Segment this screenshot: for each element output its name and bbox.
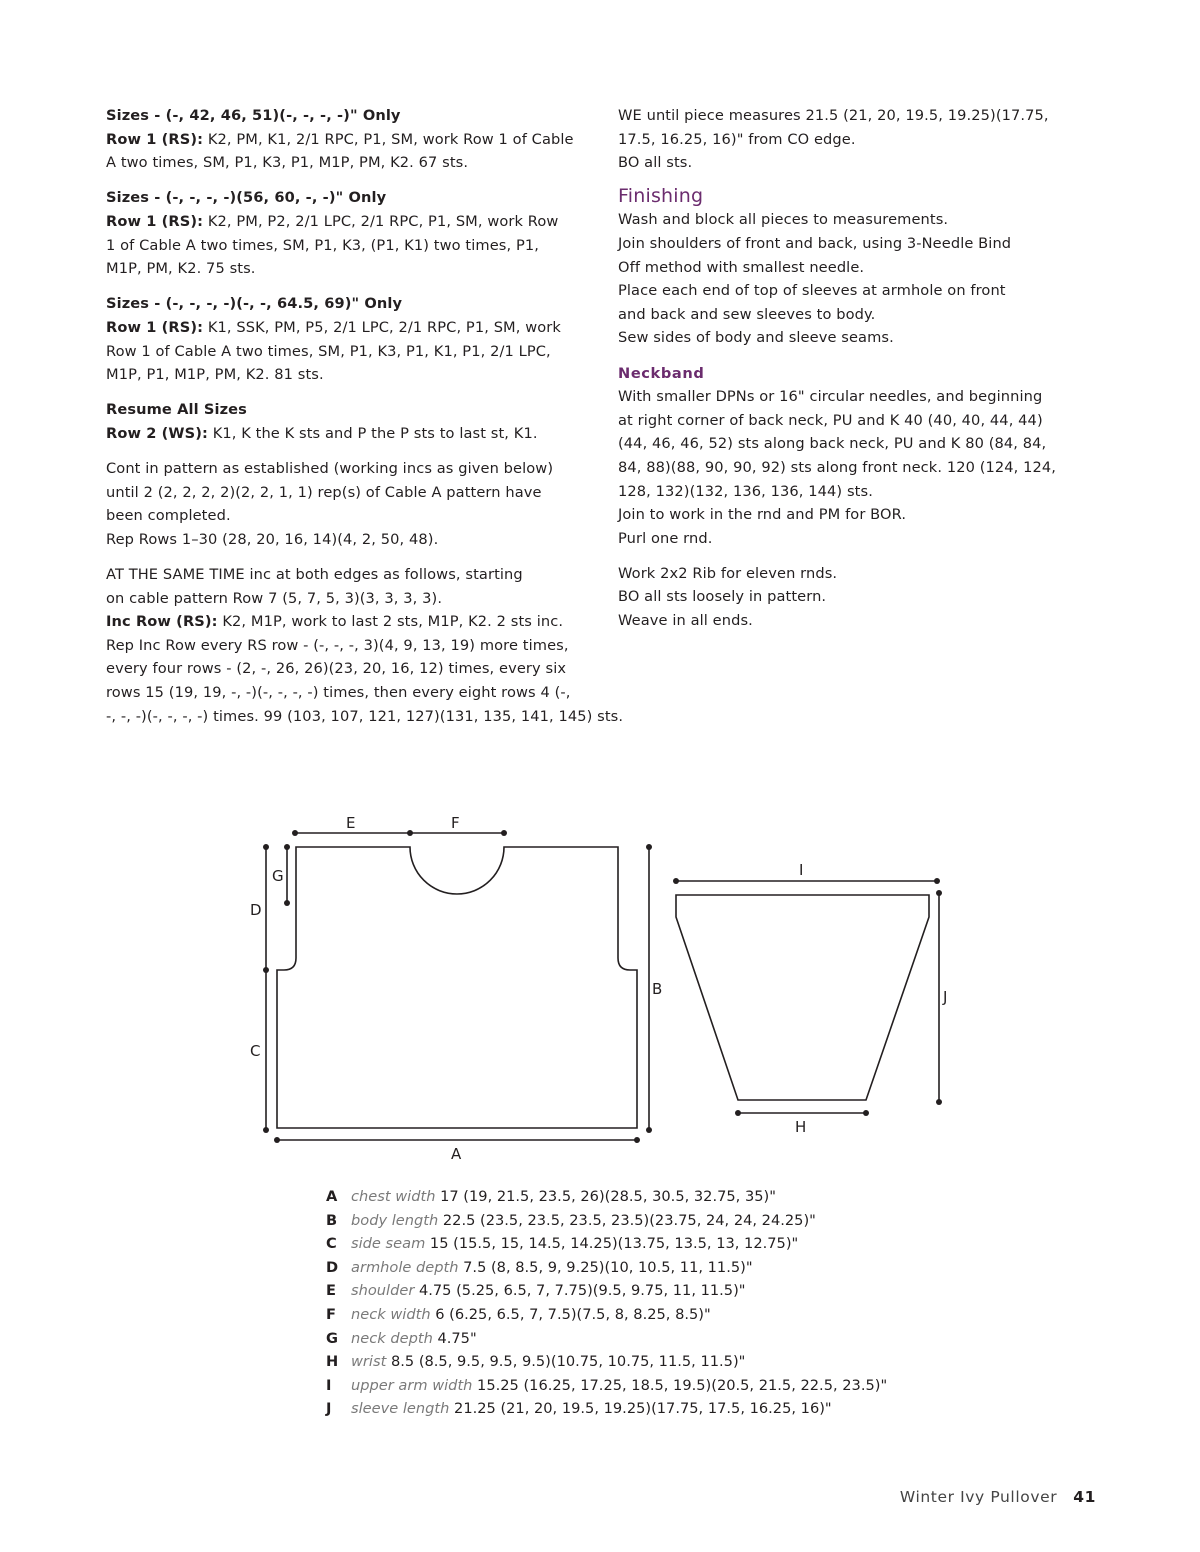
sizes-56-60-block [106, 186, 590, 280]
pattern-line: been completed. [106, 507, 231, 525]
legend-key: A [326, 1188, 338, 1205]
closing-block [618, 562, 1088, 633]
pattern-line: Sew sides of body and sleeve seams. [618, 329, 894, 347]
legend-row [326, 1303, 887, 1327]
legend-row [326, 1256, 887, 1280]
row-label: Row 1 (RS): [106, 318, 204, 336]
pattern-line: -, -, -)(-, -, -, -) times. 99 (103, 107, 121, 127)(131, 135, 141, 145) sts. [106, 707, 624, 725]
label-b: B [652, 980, 663, 998]
legend-key: C [326, 1235, 337, 1253]
pattern-line: Purl one rnd. [618, 529, 713, 547]
resume-heading: Resume All Sizes [106, 401, 247, 419]
row-label: Row 2 (WS): [106, 424, 208, 442]
pattern-line: BO all sts loosely in pattern. [618, 588, 827, 606]
legend-key: J [326, 1400, 332, 1418]
legend-key: G [326, 1329, 338, 1347]
sizes-heading: Sizes - (-, -, -, -)(-, -, 64.5, 69)" Only [106, 295, 403, 313]
legend-label: armhole depth [351, 1258, 459, 1276]
legend-label: upper arm width [351, 1376, 473, 1394]
body-outline [277, 847, 637, 1128]
pattern-line: AT THE SAME TIME inc at both edges as follows, starting [106, 566, 523, 584]
legend-key: H [326, 1353, 339, 1371]
legend-value: 4.75 (5.25, 6.5, 7, 7.75)(9.5, 9.75, 11, 11.5)" [414, 1282, 746, 1300]
pattern-line: until 2 (2, 2, 2, 2)(2, 2, 1, 1) rep(s) of Cable A pattern have [106, 483, 542, 501]
pattern-line: With smaller DPNs or 16" circular needles, and beginning [618, 388, 1043, 406]
pattern-line: WE until piece measures 21.5 (21, 20, 19.5, 19.25)(17.75, [618, 107, 1049, 124]
pattern-line: Join shoulders of front and back, using 3-Needle Bind [618, 234, 1012, 252]
sizes-42-51-block [106, 104, 590, 175]
neckband-heading: Neckband [618, 364, 705, 382]
resume-all-sizes-block [106, 398, 590, 445]
pattern-line: Weave in all ends. [618, 612, 753, 630]
legend-label: sleeve length [351, 1400, 450, 1418]
work-even-block [618, 104, 1088, 175]
pattern-line: and back and sew sleeves to body. [618, 305, 876, 323]
legend-row [326, 1397, 887, 1421]
legend-label: neck depth [351, 1329, 433, 1347]
row-label: Inc Row (RS): [106, 613, 218, 631]
measurement-legend [326, 1185, 887, 1421]
pattern-line: (44, 46, 46, 52) sts along back neck, PU and K 80 (84, 84, [618, 435, 1047, 453]
row-text: K2, M1P, work to last 2 sts, M1P, K2. 2 sts inc. [217, 613, 564, 631]
sizes-heading: Sizes - (-, -, -, -)(56, 60, -, -)" Only [106, 189, 387, 207]
right-column [618, 104, 1088, 644]
row-label: Row 1 (RS): [106, 212, 204, 230]
row-text: K2, PM, K1, 2/1 RPC, P1, SM, work Row 1 of Cable [203, 130, 574, 148]
label-c: C [250, 1042, 261, 1060]
legend-value: 17 (19, 21.5, 23.5, 26)(28.5, 30.5, 32.75, 35)" [435, 1188, 776, 1205]
legend-value: 15.25 (16.25, 17.25, 18.5, 19.5)(20.5, 21.5, 22.5, 23.5)" [472, 1376, 888, 1394]
legend-label: side seam [351, 1235, 426, 1253]
legend-value: 7.5 (8, 8.5, 9, 9.25)(10, 10.5, 11, 11.5)" [458, 1258, 753, 1276]
pattern-line: Row 1 of Cable A two times, SM, P1, K3, P1, K1, P1, 2/1 LPC, [106, 342, 551, 360]
legend-row [326, 1209, 887, 1233]
legend-label: chest width [351, 1188, 436, 1205]
label-h: H [795, 1118, 807, 1136]
sizes-heading: Sizes - (-, 42, 46, 51)(-, -, -, -)" Only [106, 107, 401, 124]
label-d: D [250, 901, 262, 919]
pattern-line: 17.5, 16.25, 16)" from CO edge. [618, 130, 856, 148]
legend-key: B [326, 1211, 338, 1229]
legend-value: 22.5 (23.5, 23.5, 23.5, 23.5)(23.75, 24, 24, 24.25)" [438, 1211, 816, 1229]
pattern-title: Winter Ivy Pullover [899, 1488, 1058, 1506]
finishing-block [618, 208, 1088, 350]
pattern-line: every four rows - (2, -, 26, 26)(23, 20, 16, 12) times, every six [106, 660, 567, 678]
legend-row [326, 1327, 887, 1351]
row-text: K1, SSK, PM, P5, 2/1 LPC, 2/1 RPC, P1, SM, work [203, 318, 561, 336]
sizes-64-69-block [106, 292, 590, 386]
legend-key: D [326, 1258, 339, 1276]
legend-label: wrist [351, 1353, 387, 1371]
legend-row [326, 1350, 887, 1374]
pattern-line: 128, 132)(132, 136, 136, 144) sts. [618, 482, 873, 500]
label-i: I [799, 861, 804, 879]
legend-value: 6 (6.25, 6.5, 7, 7.5)(7.5, 8, 8.25, 8.5)" [430, 1305, 711, 1323]
pattern-line: M1P, P1, M1P, PM, K2. 81 sts. [106, 366, 324, 384]
label-f: F [451, 814, 460, 832]
pattern-line [106, 610, 590, 634]
legend-value: 15 (15.5, 15, 14.5, 14.25)(13.75, 13.5, 13, 12.75)" [425, 1235, 799, 1253]
legend-label: neck width [351, 1305, 431, 1323]
row-text: K1, K the K sts and P the P sts to last st, K1. [207, 424, 538, 442]
legend-label: shoulder [351, 1282, 415, 1300]
pattern-line: at right corner of back neck, PU and K 40 (40, 40, 44, 44) [618, 411, 1043, 429]
pattern-line: Off method with smallest needle. [618, 258, 865, 276]
pattern-line: 1 of Cable A two times, SM, P1, K3, (P1, K1) two times, P1, [106, 236, 539, 254]
legend-row [326, 1374, 887, 1398]
pattern-line: Rep Rows 1–30 (28, 20, 16, 14)(4, 2, 50, 48). [106, 530, 439, 548]
pattern-line [106, 422, 590, 446]
legend-value: 21.25 (21, 20, 19.5, 19.25)(17.75, 17.5, 16.25, 16)" [449, 1400, 832, 1418]
pattern-line: Place each end of top of sleeves at armhole on front [618, 282, 1006, 300]
neckband-block [618, 362, 1088, 551]
legend-value: 8.5 (8.5, 9.5, 9.5, 9.5)(10.75, 10.75, 11.5, 11.5)" [386, 1353, 746, 1371]
pattern-line: Cont in pattern as established (working incs as given below) [106, 460, 554, 478]
legend-value: 4.75" [432, 1329, 477, 1347]
legend-row [326, 1185, 887, 1209]
pattern-line: BO all sts. [618, 154, 693, 172]
row-label: Row 1 (RS): [106, 130, 204, 148]
pattern-line [106, 316, 590, 340]
label-a: A [451, 1145, 462, 1163]
legend-key: E [326, 1282, 336, 1300]
sleeve-outline [676, 895, 929, 1100]
legend-key: I [326, 1376, 332, 1394]
pattern-line: 84, 88)(88, 90, 90, 92) sts along front neck. 120 (124, 124, [618, 458, 1057, 476]
label-e: E [346, 814, 356, 832]
legend-key: F [326, 1305, 336, 1323]
finishing-heading: Finishing [618, 185, 704, 208]
legend-row [326, 1279, 887, 1303]
pattern-line [106, 128, 590, 152]
page-number: 41 [1073, 1488, 1096, 1506]
pattern-line: rows 15 (19, 19, -, -)(-, -, -, -) times, then every eight rows 4 (-, [106, 684, 571, 702]
left-column [106, 104, 624, 740]
pattern-line: Work 2x2 Rib for eleven rnds. [618, 564, 838, 582]
legend-row [326, 1232, 887, 1256]
pattern-line: A two times, SM, P1, K3, P1, M1P, PM, K2. 67 sts. [106, 154, 469, 172]
pattern-line: M1P, PM, K2. 75 sts. [106, 260, 256, 278]
pattern-line: Rep Inc Row every RS row - (-, -, -, 3)(4, 9, 13, 19) more times, [106, 636, 569, 654]
row-text: K2, PM, P2, 2/1 LPC, 2/1 RPC, P1, SM, work Row [203, 212, 559, 230]
continue-pattern-block [106, 457, 590, 551]
label-j: J [943, 988, 948, 1006]
page-footer [900, 1488, 1096, 1506]
dimension-endpoints [263, 830, 942, 1143]
legend-label: body length [351, 1211, 439, 1229]
pattern-line: on cable pattern Row 7 (5, 7, 5, 3)(3, 3, 3, 3). [106, 589, 443, 607]
increase-block [106, 563, 624, 728]
pattern-line: Wash and block all pieces to measurements. [618, 211, 949, 229]
pattern-line [106, 210, 590, 234]
pattern-line: Join to work in the rnd and PM for BOR. [618, 506, 907, 524]
label-g: G [272, 867, 284, 885]
